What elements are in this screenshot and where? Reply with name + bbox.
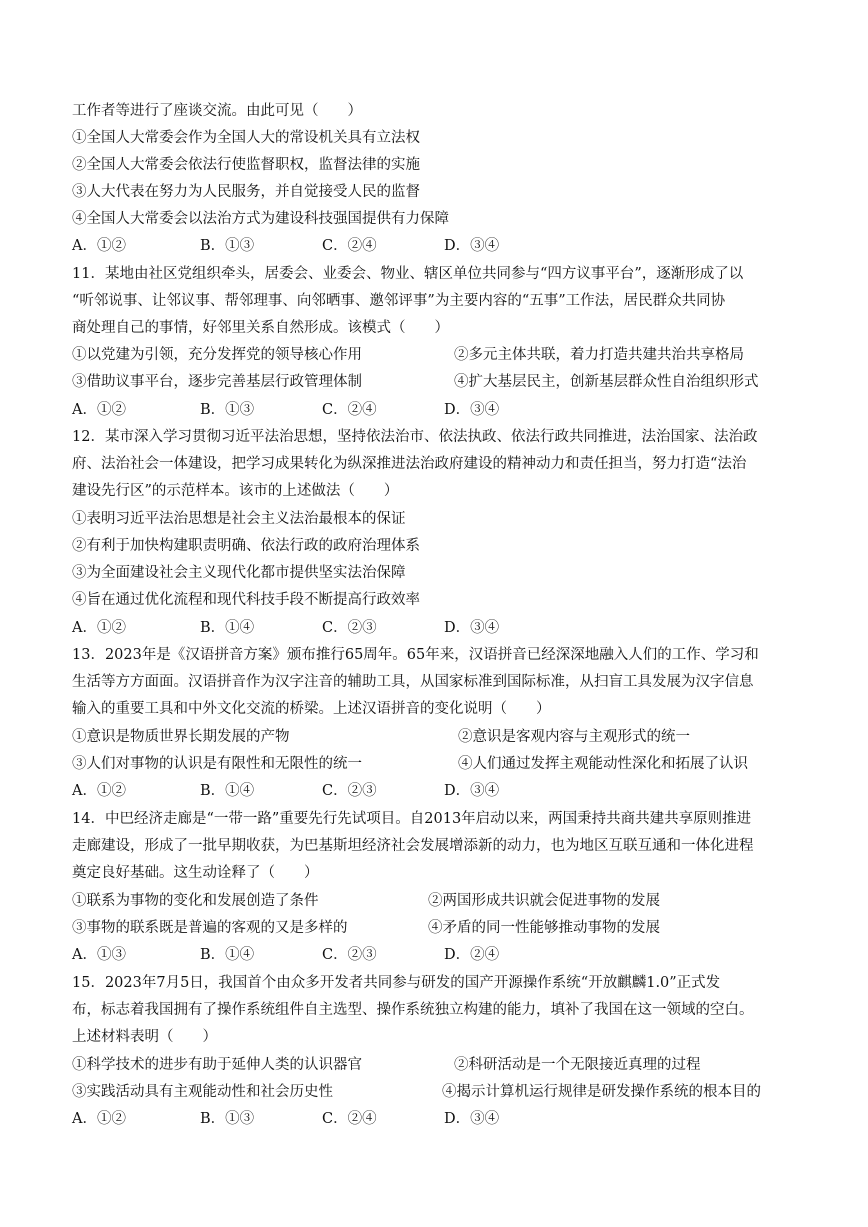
question-13-option-1: ①意识是物质世界长期发展的产物	[72, 729, 290, 745]
question-13-option-2: ②意识是客观内容与主观形式的统一	[458, 729, 690, 745]
question-11-option-1: ①以党建为引领，充分发挥党的领导核心作用	[72, 347, 362, 363]
question-14-option-1: ①联系为事物的变化和发展创造了条件	[72, 893, 319, 909]
question-12-stem-line-2: 府、法治社会一体建设，把学习成果转化为纵深推进法治政府建设的精神动力和责任担当，努力打造“法治	[72, 456, 747, 472]
answer-choice-d[interactable]: D．③④	[444, 402, 500, 418]
answer-choice-c[interactable]: C．②③	[322, 783, 377, 799]
question-11-option-4: ④扩大基层民主，创新基层群众性自治组织形式	[454, 374, 759, 390]
answer-choice-a[interactable]: A．①②	[72, 620, 126, 636]
answer-choice-a[interactable]: A．①②	[72, 238, 126, 254]
answer-choice-b[interactable]: B．①③	[200, 1111, 255, 1127]
question-14-stem-line-1: 14．中巴经济走廊是“一带一路”重要先行先试项目。自2013年启动以来，两国秉持共商共建共享原则推进	[72, 811, 752, 827]
question-11-option-2: ②多元主体共联，着力打造共建共治共享格局	[454, 347, 744, 363]
answer-choice-b[interactable]: B．①④	[200, 947, 255, 963]
question-13-option-3: ③人们对事物的认识是有限性和无限性的统一	[72, 756, 362, 772]
answer-choice-c[interactable]: C．②③	[322, 947, 377, 963]
answer-choice-a[interactable]: A．①②	[72, 1111, 126, 1127]
question-15-option-1: ①科学技术的进步有助于延伸人类的认识器官	[72, 1057, 362, 1073]
answer-choice-c[interactable]: C．②④	[322, 402, 377, 418]
question-13-stem-line-2: 生活等方方面面。汉语拼音作为汉字注音的辅助工具，从国家标准到国际标准，从扫盲工具发展为汉字信息	[72, 674, 754, 690]
answer-choice-c[interactable]: C．②④	[322, 1111, 377, 1127]
question-13-stem-line-3: 输入的重要工具和中外文化交流的桥梁。上述汉语拼音的变化说明（ ）	[72, 701, 551, 717]
answer-choice-b[interactable]: B．①③	[200, 402, 255, 418]
question-11-stem-line-3: 商处理自己的事情，好邻里关系自然形成。该模式（ ）	[72, 320, 449, 336]
question-13-stem-line-1: 13．2023年是《汉语拼音方案》颁布推行65周年。65年来，汉语拼音已经深深地融入人们的工作、学习和	[72, 647, 759, 663]
answer-choice-a[interactable]: A．①②	[72, 402, 126, 418]
answer-choice-c[interactable]: C．②④	[322, 238, 377, 254]
question-15-stem-line-2: 布，标志着我国拥有了操作系统组件自主选型、操作系统独立构建的能力，填补了我国在这一领域的空白。	[72, 1002, 754, 1018]
question-14-option-2: ②两国形成共识就会促进事物的发展	[428, 893, 660, 909]
question-15-option-3: ③实践活动具有主观能动性和社会历史性	[72, 1084, 333, 1100]
question-14-stem-line-3: 奠定良好基础。这生动诠释了（ ）	[72, 865, 319, 881]
question-15-option-2: ②科研活动是一个无限接近真理的过程	[454, 1057, 701, 1073]
question-14-stem-line-2: 走廊建设，形成了一批早期收获，为巴基斯坦经济社会发展增添新的动力，也为地区互联互通和一体化进程	[72, 838, 754, 854]
answer-choice-d[interactable]: D．③④	[444, 620, 500, 636]
question-10-option-4: ④全国人大常委会以法治方式为建设科技强国提供有力保障	[72, 211, 449, 227]
question-11-option-3: ③借助议事平台，逐步完善基层行政管理体制	[72, 374, 362, 390]
question-15-stem-line-3: 上述材料表明（ ）	[72, 1029, 217, 1045]
question-14-option-4: ④矛盾的同一性能够推动事物的发展	[428, 920, 660, 936]
answer-choice-b[interactable]: B．①③	[200, 238, 255, 254]
question-11-stem-line-2: “听邻说事、让邻议事、帮邻理事、向邻晒事、邀邻评事”为主要内容的“五事”工作法，居民群众共同协	[72, 293, 726, 309]
question-12-stem-line-1: 12．某市深入学习贯彻习近平法治思想，坚持依法治市、依法执政、依法行政共同推进，法治国家、法治政	[72, 429, 758, 445]
question-12-stem-line-3: 建设先行区”的示范样本。该市的上述做法（ ）	[72, 483, 399, 499]
answer-choice-d[interactable]: D．②④	[444, 947, 500, 963]
question-14-option-3: ③事物的联系既是普遍的客观的又是多样的	[72, 920, 348, 936]
question-12-option-3: ③为全面建设社会主义现代化都市提供坚实法治保障	[72, 565, 406, 581]
answer-choice-c[interactable]: C．②③	[322, 620, 377, 636]
answer-choice-a[interactable]: A．①②	[72, 783, 126, 799]
question-10-stem: 工作者等进行了座谈交流。由此可见（ ）	[72, 103, 362, 119]
answer-choice-a[interactable]: A．①③	[72, 947, 126, 963]
question-12-option-2: ②有利于加快构建职责明确、依法行政的政府治理体系	[72, 538, 420, 554]
question-15-stem-line-1: 15．2023年7月5日，我国首个由众多开发者共同参与研发的国产开源操作系统“开放麒麟1.0”正式发	[72, 975, 721, 991]
question-10-option-1: ①全国人大常委会作为全国人大的常设机关具有立法权	[72, 130, 420, 146]
question-15-option-4: ④揭示计算机运行规律是研发操作系统的根本目的	[442, 1084, 761, 1100]
answer-choice-d[interactable]: D．③④	[444, 1111, 500, 1127]
answer-choice-d[interactable]: D．③④	[444, 783, 500, 799]
question-10-option-3: ③人大代表在努力为人民服务，并自觉接受人民的监督	[72, 184, 420, 200]
question-11-stem-line-1: 11．某地由社区党组织牵头，居委会、业委会、物业、辖区单位共同参与“四方议事平台”，逐渐形成了以	[72, 266, 744, 282]
question-13-option-4: ④人们通过发挥主观能动性深化和拓展了认识	[458, 756, 748, 772]
answer-choice-b[interactable]: B．①④	[200, 783, 255, 799]
answer-choice-b[interactable]: B．①④	[200, 620, 255, 636]
question-12-option-1: ①表明习近平法治思想是社会主义法治最根本的保证	[72, 511, 406, 527]
question-12-option-4: ④旨在通过优化流程和现代科技手段不断提高行政效率	[72, 592, 420, 608]
answer-choice-d[interactable]: D．③④	[444, 238, 500, 254]
question-10-option-2: ②全国人大常委会依法行使监督职权，监督法律的实施	[72, 157, 420, 173]
